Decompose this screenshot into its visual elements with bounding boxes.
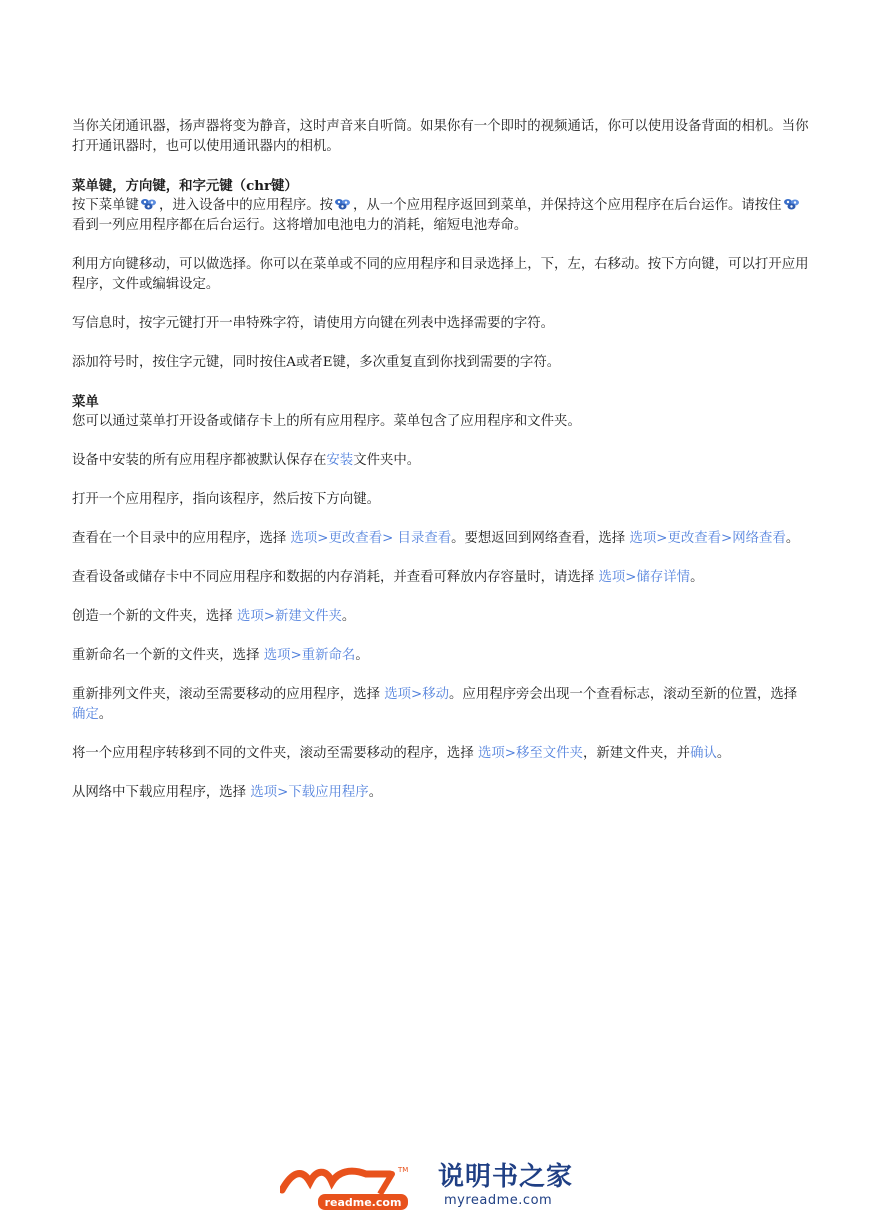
logo-my-text: My: [300, 1183, 304, 1185]
menu-key-icon: [783, 198, 801, 210]
intro-paragraph: 当你关闭通讯器，扬声器将变为静音，这时声音来自听筒。如果你有一个即时的视频通话，你可以使用设备背面的相机。当你打开通讯器时，也可以使用通讯器内的相机。: [72, 119, 809, 154]
keys-paragraph-1: 按下菜单键 ，进入设备中的应用程序。按 ，从一个应用程序返回到菜单，并保持这个应用程序在后台运作。请按住看到一列应用程序都在后台运行。这将增加电池电力的消耗，缩短电池寿命。: [72, 196, 812, 236]
logo-badge-text: readme.com: [324, 1196, 402, 1209]
link-ok[interactable]: 确定: [72, 707, 99, 722]
keys-paragraph-2: 利用方向键移动，可以做选择。你可以在菜单或不同的应用程序和目录选择上，下，左，右移动。按下方向键，可以打开应用程序，文件或编辑设定。: [72, 257, 809, 292]
document-body: [72, 117, 812, 822]
menu-paragraph-7: 重新命名一个新的文件夹，选择 选项>重新命名。: [72, 648, 369, 663]
menu-key-icon: [140, 198, 158, 210]
link-install-folder[interactable]: 安装: [326, 453, 354, 468]
section-heading-menu: 菜单: [72, 394, 99, 410]
keys-paragraph-3: 写信息时，按字元键打开一串特殊字符，请使用方向键在列表中选择需要的字符。: [72, 316, 555, 331]
link-directory-view[interactable]: 选项>更改查看> 目录查看: [290, 531, 452, 546]
myreadme-logo: [280, 1160, 420, 1214]
section-heading-keys: 菜单键，方向键，和字元键（chr键）: [72, 178, 298, 194]
menu-paragraph-6: 创造一个新的文件夹，选择 选项>新建文件夹。: [72, 609, 356, 624]
link-confirm[interactable]: 确认: [690, 746, 717, 761]
link-download-apps[interactable]: 选项>下载应用程序: [250, 785, 369, 800]
link-grid-view[interactable]: 选项>更改查看>网络查看: [629, 531, 786, 546]
menu-key-icon: [334, 198, 352, 210]
menu-paragraph-9: 将一个应用程序转移到不同的文件夹，滚动至需要移动的程序，选择 选项>移至文件夹，新建文件夹，并确认。: [72, 746, 731, 761]
brand-logo-cn: [438, 1160, 578, 1214]
footer-logos: [280, 1160, 580, 1214]
link-new-folder[interactable]: 选项>新建文件夹: [236, 609, 342, 624]
menu-paragraph-2: 设备中安装的所有应用程序都被默认保存在安装文件夹中。: [72, 453, 421, 468]
menu-paragraph-3: 打开一个应用程序，指向该程序，然后按下方向键。: [72, 492, 380, 507]
logo-tm: TM: [398, 1166, 409, 1174]
menu-paragraph-10: 从网络中下载应用程序，选择 选项>下载应用程序。: [72, 785, 383, 800]
brand-url: myreadme.com: [444, 1193, 553, 1208]
link-rename[interactable]: 选项>重新命名: [263, 648, 356, 663]
menu-paragraph-8: 重新排列文件夹，滚动至需要移动的应用程序，选择 选项>移动。应用程序旁会出现一个查看标志，滚动至新的位置，选择 确定。: [72, 687, 798, 722]
link-memory-details[interactable]: 选项>储存详情: [598, 570, 691, 585]
menu-paragraph-5: 查看设备或储存卡中不同应用程序和数据的内存消耗，并查看可释放内存容量时，请选择 选项>储存详情。: [72, 570, 704, 585]
keys-paragraph-4: 添加符号时，按住字元键，同时按住A或者E键，多次重复直到你找到需要的字符。: [72, 355, 561, 370]
link-move-to-folder[interactable]: 选项>移至文件夹: [477, 746, 583, 761]
brand-name: 说明书之家: [438, 1162, 574, 1192]
menu-paragraph-4: 查看在一个目录中的应用程序，选择 选项>更改查看> 目录查看。要想返回到网络查看，选择 选项>更改查看>网络查看。: [72, 531, 800, 546]
link-move[interactable]: 选项>移动: [384, 687, 450, 702]
menu-paragraph-1: 您可以通过菜单打开设备或储存卡上的所有应用程序。菜单包含了应用程序和文件夹。: [72, 414, 581, 429]
